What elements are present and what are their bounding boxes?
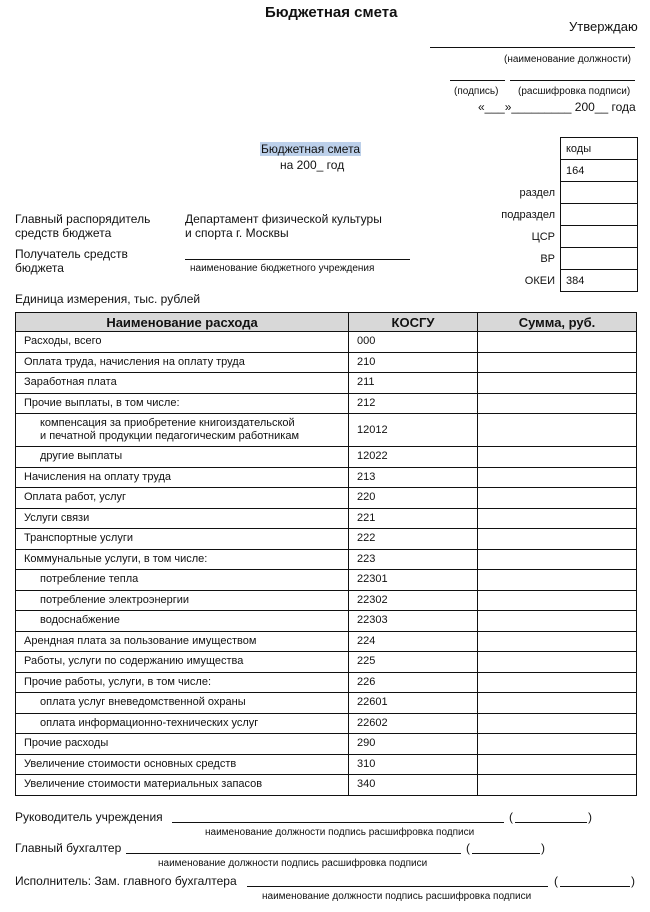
- kosgu-code: 211: [349, 373, 478, 394]
- sum-cell[interactable]: [478, 570, 637, 591]
- expense-name: Арендная плата за пользование имуществом: [16, 631, 349, 652]
- chief-decoding-line: [472, 853, 540, 854]
- exec-decoding-line: [560, 886, 630, 887]
- table-row: [16, 734, 637, 755]
- signature-line: [450, 80, 505, 81]
- manager-value-2: и спорта г. Москвы: [185, 226, 289, 240]
- expense-name: Транспортные услуги: [16, 529, 349, 550]
- code-label-vr: ВР: [540, 253, 555, 265]
- sum-cell[interactable]: [478, 467, 637, 488]
- doc-title: [260, 142, 361, 156]
- kosgu-code: 221: [349, 508, 478, 529]
- doc-title-highlight: Бюджетная смета: [261, 142, 361, 156]
- unit-label: Единица измерения, тыс. рублей: [15, 292, 201, 306]
- sum-cell[interactable]: [478, 447, 637, 468]
- table-row: [16, 508, 637, 529]
- sum-cell[interactable]: [478, 529, 637, 550]
- table-row: [16, 549, 637, 570]
- table-row: [16, 332, 637, 353]
- table-row: [16, 467, 637, 488]
- table-row: [16, 488, 637, 509]
- kosgu-code: 210: [349, 352, 478, 373]
- col-header-sum: Сумма, руб.: [478, 313, 637, 332]
- table-row: [16, 529, 637, 550]
- head-paren-close: ): [588, 810, 592, 824]
- kosgu-code: 310: [349, 754, 478, 775]
- expense-name: Услуги связи: [16, 508, 349, 529]
- expense-name: Работы, услуги по содержанию имущества: [16, 652, 349, 673]
- chief-label: Главный бухгалтер: [15, 841, 122, 855]
- recipient-label-2: бюджета: [15, 261, 64, 275]
- codes-header: коды: [561, 138, 637, 160]
- approve-label: Утверждаю: [569, 19, 638, 34]
- sum-cell[interactable]: [478, 332, 637, 353]
- kosgu-code: 223: [349, 549, 478, 570]
- code-okei-value: 384: [561, 270, 637, 292]
- position-caption: (наименование должности): [504, 54, 632, 65]
- decoding-line: [510, 80, 635, 81]
- table-row: [16, 570, 637, 591]
- exec-paren-close: ): [631, 874, 635, 888]
- table-row: [16, 713, 637, 734]
- table-row: [16, 631, 637, 652]
- expense-name: оплата услуг вневедомственной охраны: [16, 693, 349, 714]
- table-row: [16, 414, 637, 447]
- table-row: [16, 352, 637, 373]
- expense-name: Начисления на оплату труда: [16, 467, 349, 488]
- table-row: [16, 672, 637, 693]
- codes-box: [560, 137, 638, 292]
- code-label-okei: ОКЕИ: [524, 275, 555, 287]
- chief-line: [126, 853, 461, 854]
- table-row: [16, 447, 637, 468]
- chief-paren-open: (: [466, 841, 470, 855]
- code-razdel-value: [561, 182, 637, 204]
- manager-value-1: Департамент физической культуры: [185, 212, 382, 226]
- sum-cell[interactable]: [478, 631, 637, 652]
- recipient-label-1: Получатель средств: [15, 247, 128, 261]
- kosgu-code: 22602: [349, 713, 478, 734]
- kosgu-code: 220: [349, 488, 478, 509]
- table-header-row: [16, 313, 637, 332]
- decoding-caption: (расшифровка подписи): [518, 86, 631, 97]
- exec-caption: наименование должности подпись расшифровка подписи: [262, 891, 532, 902]
- manager-label-1: Главный распорядитель: [15, 212, 151, 226]
- kosgu-code: 22301: [349, 570, 478, 591]
- page-title: Бюджетная смета: [265, 4, 398, 21]
- sum-cell[interactable]: [478, 734, 637, 755]
- kosgu-code: 290: [349, 734, 478, 755]
- sum-cell[interactable]: [478, 611, 637, 632]
- code-label-podrazdel: подраздел: [501, 209, 555, 221]
- recipient-caption: наименование бюджетного учреждения: [190, 263, 375, 274]
- position-line: [430, 47, 635, 48]
- code-label-csr: ЦСР: [531, 231, 555, 243]
- expense-name: Коммунальные услуги, в том числе:: [16, 549, 349, 570]
- kosgu-code: 12022: [349, 447, 478, 468]
- table-row: [16, 652, 637, 673]
- expense-name: водоснабжение: [16, 611, 349, 632]
- code-label-razdel: раздел: [519, 187, 555, 199]
- sum-cell[interactable]: [478, 352, 637, 373]
- signature-caption: (подпись): [454, 86, 499, 97]
- head-paren-open: (: [509, 810, 513, 824]
- sum-cell[interactable]: [478, 414, 637, 447]
- kosgu-code: 000: [349, 332, 478, 353]
- head-line: [172, 822, 504, 823]
- kosgu-code: 22303: [349, 611, 478, 632]
- exec-label: Исполнитель: Зам. главного бухгалтера: [15, 874, 237, 888]
- code-podrazdel-value: [561, 204, 637, 226]
- chief-caption: наименование должности подпись расшифровка подписи: [158, 858, 428, 869]
- expense-name: потребление тепла: [16, 570, 349, 591]
- expense-name: Расходы, всего: [16, 332, 349, 353]
- expense-name: Заработная плата: [16, 373, 349, 394]
- head-decoding-line: [515, 822, 587, 823]
- kosgu-code: 22302: [349, 590, 478, 611]
- sum-cell[interactable]: [478, 672, 637, 693]
- kosgu-code: 213: [349, 467, 478, 488]
- sum-cell[interactable]: [478, 713, 637, 734]
- expense-name: Увеличение стоимости материальных запасов: [16, 775, 349, 796]
- expense-name: Прочие работы, услуги, в том числе:: [16, 672, 349, 693]
- kosgu-code: 222: [349, 529, 478, 550]
- kosgu-code: 22601: [349, 693, 478, 714]
- sum-cell[interactable]: [478, 393, 637, 414]
- sum-cell[interactable]: [478, 488, 637, 509]
- kosgu-code: 212: [349, 393, 478, 414]
- sum-cell[interactable]: [478, 549, 637, 570]
- expense-name: Оплата труда, начисления на оплату труда: [16, 352, 349, 373]
- doc-year: на 200_ год: [280, 158, 345, 172]
- expense-name: другие выплаты: [16, 447, 349, 468]
- expense-name: Увеличение стоимости основных средств: [16, 754, 349, 775]
- code-vr-value: [561, 248, 637, 270]
- expense-name: [16, 414, 349, 447]
- expense-name: оплата информационно-технических услуг: [16, 713, 349, 734]
- exec-paren-open: (: [554, 874, 558, 888]
- expense-name: Прочие расходы: [16, 734, 349, 755]
- expense-name-line-1: компенсация за приобретение книгоиздательской: [40, 417, 295, 429]
- kosgu-code: 224: [349, 631, 478, 652]
- expense-name: Прочие выплаты, в том числе:: [16, 393, 349, 414]
- kosgu-code: 340: [349, 775, 478, 796]
- table-row: [16, 590, 637, 611]
- kosgu-code: 12012: [349, 414, 478, 447]
- sum-cell[interactable]: [478, 508, 637, 529]
- sum-cell[interactable]: [478, 590, 637, 611]
- sum-cell[interactable]: [478, 652, 637, 673]
- approval-date: «___»_________ 200__ года: [478, 100, 636, 114]
- col-header-kosgu: КОСГУ: [349, 313, 478, 332]
- expense-table: [15, 312, 637, 796]
- expense-name-line-2: и печатной продукции педагогическим работникам: [40, 430, 300, 442]
- col-header-name: Наименование расхода: [16, 313, 349, 332]
- codes-first-value: 164: [561, 160, 637, 182]
- sum-cell[interactable]: [478, 775, 637, 796]
- head-caption: наименование должности подпись расшифровка подписи: [205, 827, 475, 838]
- manager-label-2: средств бюджета: [15, 226, 112, 240]
- kosgu-code: 225: [349, 652, 478, 673]
- head-label: Руководитель учреждения: [15, 810, 163, 824]
- sum-cell[interactable]: [478, 373, 637, 394]
- expense-name: потребление электроэнергии: [16, 590, 349, 611]
- kosgu-code: 226: [349, 672, 478, 693]
- code-csr-value: [561, 226, 637, 248]
- table-row: [16, 775, 637, 796]
- expense-name: Оплата работ, услуг: [16, 488, 349, 509]
- table-row: [16, 754, 637, 775]
- table-row: [16, 393, 637, 414]
- sum-cell[interactable]: [478, 693, 637, 714]
- chief-paren-close: ): [541, 841, 545, 855]
- recipient-line: [185, 259, 410, 260]
- table-body: [16, 332, 637, 796]
- sum-cell[interactable]: [478, 754, 637, 775]
- exec-line: [247, 886, 548, 887]
- table-row: [16, 611, 637, 632]
- table-row: [16, 693, 637, 714]
- table-row: [16, 373, 637, 394]
